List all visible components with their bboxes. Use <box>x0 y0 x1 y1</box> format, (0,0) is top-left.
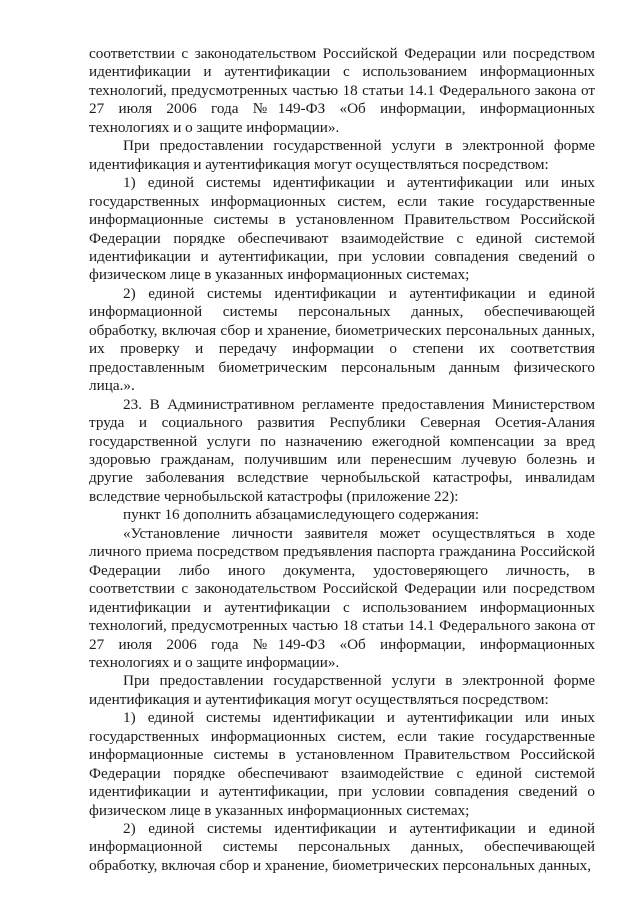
paragraph-item-2: 2) единой системы идентификации и аутентификации и единой информационной системы персональных данных, обеспечивающей обработку, включая сбор и хранение, биометрических персональных данных, их проверку и передачу информации о степени их соответствия предоставленным биометрическим персональным данным физического лица.». <box>89 284 595 395</box>
paragraph-section-23: 23. В Административном регламенте предоставления Министерством труда и социального развития Республики Северная Осетия-Алания государственной услуги по назначению ежегодной компенсации за вред здоровью гражданам, получившим или перенесшим лучевую болезнь и другие заболевания вследствие чернобыльской катастрофы, инвалидам вследствие чернобыльской катастрофы (приложение 22): <box>89 395 595 505</box>
paragraph-continuation: соответствии с законодательством Российской Федерации или посредством идентификации и аутентификации с использованием информационных технологий, предусмотренных частью 18 статьи 14.1 Федерального закона от 27 июля 2006 года №149-ФЗ «Об информации, информационных технологиях и о защите информации». <box>89 45 595 136</box>
document-body <box>89 45 595 875</box>
paragraph-electronic-form-intro-2: При предоставлении государственной услуги в электронной форме идентификация и аутентификация могут осуществляться посредством: <box>89 672 595 708</box>
paragraph-item-1-repeat: 1) единой системы идентификации и аутентификации или иных государственных информационных систем, если такие государственные информационные системы в установленном Правительством Российской Федерации порядке обеспечивают взаимодействие с единой системой идентификации и аутентификации, при условии совпадения сведений о физическом лице в указанных информационных системах; <box>89 709 595 819</box>
paragraph-electronic-form-intro: При предоставлении государственной услуги в электронной форме идентификация и аутентификация могут осуществляться посредством: <box>89 137 595 173</box>
paragraph-item-1: 1) единой системы идентификации и аутентификации или иных государственных информационных систем, если такие государственные информационные системы в установленном Правительством Российской Федерации порядке обеспечивают взаимодействие с единой системой идентификации и аутентификации, при условии совпадения сведений о физическом лице в указанных информационных системах; <box>89 174 595 284</box>
paragraph-item-2-repeat: 2) единой системы идентификации и аутентификации и единой информационной системы персональных данных, обеспечивающей обработку, включая сбор и хранение, биометрических персональных данных, <box>89 820 595 874</box>
paragraph-clause-16: пункт 16 дополнить абзацамиследующего содержания: <box>123 506 480 524</box>
paragraph-identity-verification: «Установление личности заявителя может осуществляться в ходе личного приема посредством предъявления паспорта гражданина Российской Федерации либо иного документа, удостоверяющего личность, в соответствии с законодательством Российской Федерации или посредством идентификации и аутентификации с использованием информационных технологий, предусмотренных частью 18 статьи 14.1 Федерального закона от 27 июля 2006 года №149-ФЗ «Об информации, информационных технологиях и о защите информации». <box>89 524 595 671</box>
